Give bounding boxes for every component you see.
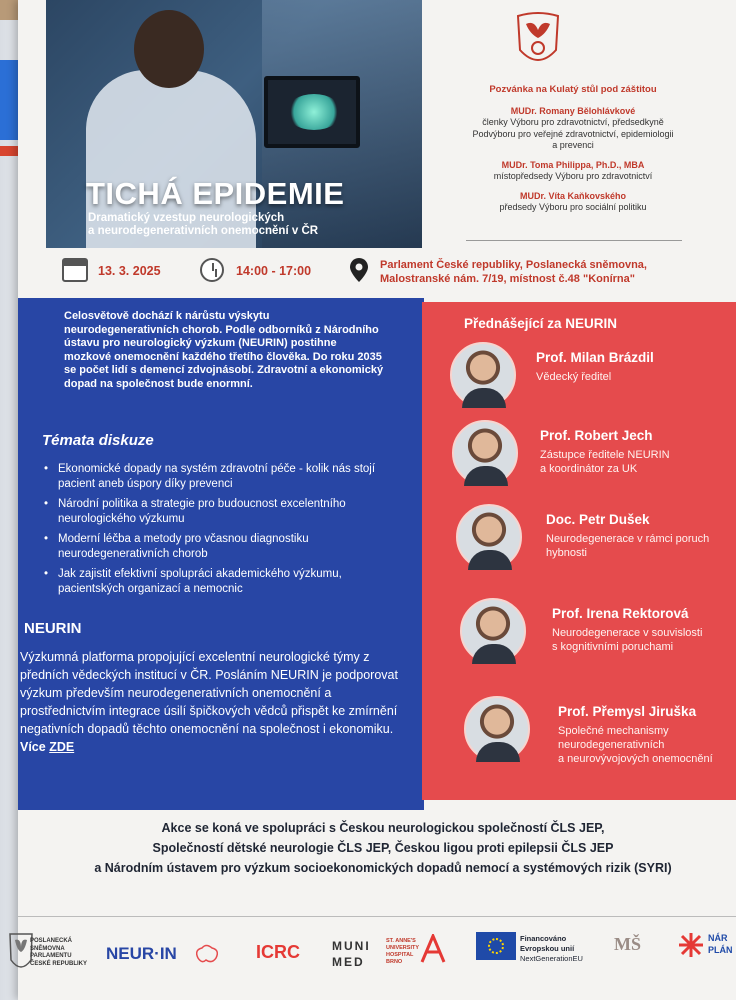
invitation-heading: Pozvánka na Kulatý stůl pod záštitou (489, 84, 657, 95)
location-pin-icon (350, 258, 368, 282)
event-place (380, 258, 647, 286)
event-info-row (18, 258, 736, 294)
neurin-logo: NEUR·IN (106, 944, 177, 963)
speaker-card (452, 420, 732, 490)
patron-item (438, 160, 708, 183)
speaker-card (456, 504, 736, 574)
speaker-role (546, 532, 709, 560)
avatar (450, 342, 516, 408)
flyer (18, 0, 736, 1000)
event-date: 13. 3. 2025 (98, 264, 161, 278)
patron-name: MUDr. Víta Kaňkovského (519, 190, 627, 201)
divider (18, 916, 736, 917)
patron-item (438, 191, 708, 214)
avatar (452, 420, 518, 486)
st-annes-logo (386, 938, 419, 966)
logo-text-line: POSLANECKÁ (30, 938, 73, 944)
logo-text-line: PLÁN (708, 945, 733, 955)
event-place-line: Parlament České republiky, Poslanecká sněmovna, (380, 259, 647, 271)
scientist-head (134, 10, 204, 88)
speaker-role-line: a koordinátor za UK (540, 463, 638, 475)
logo-text-line: HOSPITAL (386, 952, 414, 958)
speaker-role-line: Neurodegenerace v souvislosti (552, 627, 703, 639)
speaker-card (460, 598, 736, 668)
speaker-name: Prof. Přemysl Jiruška (558, 704, 697, 719)
list-item: • Ekonomické dopady na systém zdravotní péče - kolik nás stojí pacient aneb úspory díky prevenci (44, 462, 394, 492)
hero-title: TICHÁ EPIDEMIE (86, 176, 345, 211)
partners-line: Společností dětské neurologie ČLS JEP, Českou ligou proti epilepsii ČLS JEP (152, 841, 614, 855)
clock-icon (200, 258, 224, 282)
patron-item (438, 106, 708, 152)
parliament-emblem-icon (510, 10, 566, 72)
logo-text-line: ČESKÉ REPUBLIKY (30, 960, 88, 967)
event-time: 14:00 - 17:00 (236, 264, 312, 278)
speakers-panel (422, 302, 736, 800)
speaker-name: Prof. Robert Jech (540, 428, 653, 443)
about-panel (18, 298, 424, 810)
list-item: • Národní politika a strategie pro budoucnost excelentního neurologického výzkumu (44, 497, 394, 527)
logo-text-line: NÁR (708, 933, 728, 943)
brain-logo-icon (194, 944, 220, 966)
avatar (456, 504, 522, 570)
patron-name: MUDr. Toma Philippa, Ph.D., MBA (501, 159, 645, 170)
topics-list (44, 462, 394, 602)
patron-role: členky Výboru pro zdravotnictví, předsedkyně (482, 117, 664, 127)
logo-text-line: BRNO (386, 959, 403, 965)
neurin-description (20, 648, 410, 756)
icrc-logo: ICRC (256, 942, 300, 962)
hero-subtitle (88, 212, 388, 238)
avatar (460, 598, 526, 664)
event-place-line: Malostranské nám. 7/19, místnost č.48 "Konírna" (380, 273, 635, 285)
hero-subtitle-line: Dramatický vzestup neurologických (88, 212, 285, 224)
intro-text: Celosvětově dochází k nárůstu výskytu neurodegenerativních chorob. Podle odborníků z Národního ústavu pro neurologický výzkum (NEURIN) postihne mozkové onemocnění každého třetího člověka. Do roku 2035 se počet lidí s demencí zdvojnásobí. Zdravotní a ekonomický dopad na společnost bude enormní. (64, 310, 384, 390)
patron-role: Podvýboru pro veřejné zdravotnictví, epidemiologii (472, 128, 674, 139)
hero-subtitle-line: a neurodegenerativních onemocnění v ČR (88, 225, 319, 237)
logo-text-line: UNIVERSITY (386, 945, 420, 951)
speakers-heading: Přednášející za NEURIN (464, 316, 618, 331)
patron-role: a prevenci (552, 140, 594, 150)
list-item: • Moderní léčba a metody pro včasnou diagnostiku neurodegenerativních chorob (44, 532, 394, 562)
speaker-role-line: Neurodegenerace v rámci poruch (546, 533, 710, 545)
speaker-role (536, 370, 611, 384)
brain-scan-monitor (264, 76, 360, 148)
logo-text-line: ST. ANNE'S (386, 938, 416, 944)
speaker-role-line: a neurovývojových onemocnění (558, 753, 713, 765)
logo-text-line: MUNI (332, 939, 371, 953)
speaker-role-line: hybnosti (546, 547, 587, 559)
logo-text-line: Financováno (520, 934, 567, 943)
parliament-logo-text (30, 938, 87, 968)
speaker-role-line: s kognitivními poruchami (552, 641, 674, 653)
patron-role: místopředsedy Výboru pro zdravotnictví (493, 171, 653, 181)
npo-logo-text (708, 932, 733, 956)
logo-text-line: SNĚMOVNA (30, 945, 65, 952)
avatar (464, 696, 530, 762)
partners-text (38, 818, 728, 878)
partner-logos (18, 926, 736, 986)
partners-line: a Národním ústavem pro výzkum socioekonomických dopadů nemocí a systémových rizik (SYRI) (94, 861, 672, 875)
speaker-role-line: Zástupce ředitele NEURIN (540, 449, 670, 461)
more-link[interactable]: ZDE (49, 740, 75, 754)
topics-heading: Témata diskuze (42, 432, 154, 449)
eu-funding-text (520, 934, 583, 964)
logo-text-line: Evropskou unií (520, 944, 575, 953)
speaker-role (558, 724, 713, 766)
logo-text-line: NextGenerationEU (520, 954, 583, 963)
ministry-logo-icon (610, 928, 654, 962)
speaker-card (450, 342, 730, 412)
muni-med-logo (332, 938, 371, 970)
logo-text-line: MED (332, 955, 365, 969)
speaker-name: Doc. Petr Dušek (546, 512, 650, 527)
patron-name: MUDr. Romany Bělohlávkové (510, 105, 636, 116)
patron-role: předsedy Výboru pro sociální politiku (499, 202, 647, 212)
logo-text-line: PARLAMENTU (30, 953, 72, 959)
speaker-role-line: neurodegenerativních (558, 739, 665, 751)
brain-scan-image (286, 94, 342, 130)
speaker-role-line: Vědecký ředitel (536, 371, 612, 383)
speaker-name: Prof. Irena Rektorová (552, 606, 689, 621)
eu-flag-icon (476, 932, 516, 960)
npo-star-icon (678, 932, 704, 958)
speaker-role (540, 448, 670, 476)
neurin-text: Výzkumná platforma propojující excelentní neurologické týmy z předních vědeckých institucí v ČR. Posláním NEURIN je podporovat výzkum především neurodegenerativních onemocnění a prostřednictvím integrace úsilí špičkových vědců přispět ke zmírnění negativních dopadů těchto onemocnění na společnost i ekonomiku. (20, 650, 398, 736)
invitation-block (438, 84, 708, 222)
speaker-role (552, 626, 702, 654)
divider (466, 240, 682, 241)
speaker-role-line: Společné mechanismy (558, 725, 669, 737)
speaker-name: Prof. Milan Brázdil (536, 350, 654, 365)
speaker-card (464, 696, 736, 766)
neurin-heading: NEURIN (24, 620, 82, 637)
svg-text:MŠ: MŠ (614, 934, 641, 954)
st-annes-a-icon (420, 934, 446, 964)
partners-line: Akce se koná ve spolupráci s Českou neurologickou společností ČLS JEP, (161, 821, 605, 835)
more-label: Více (20, 740, 46, 754)
calendar-icon (62, 258, 88, 282)
hero-image (46, 0, 422, 248)
list-item: • Jak zajistit efektivní spolupráci akademického výzkumu, pacientských organizací a nemocnic (44, 567, 394, 597)
